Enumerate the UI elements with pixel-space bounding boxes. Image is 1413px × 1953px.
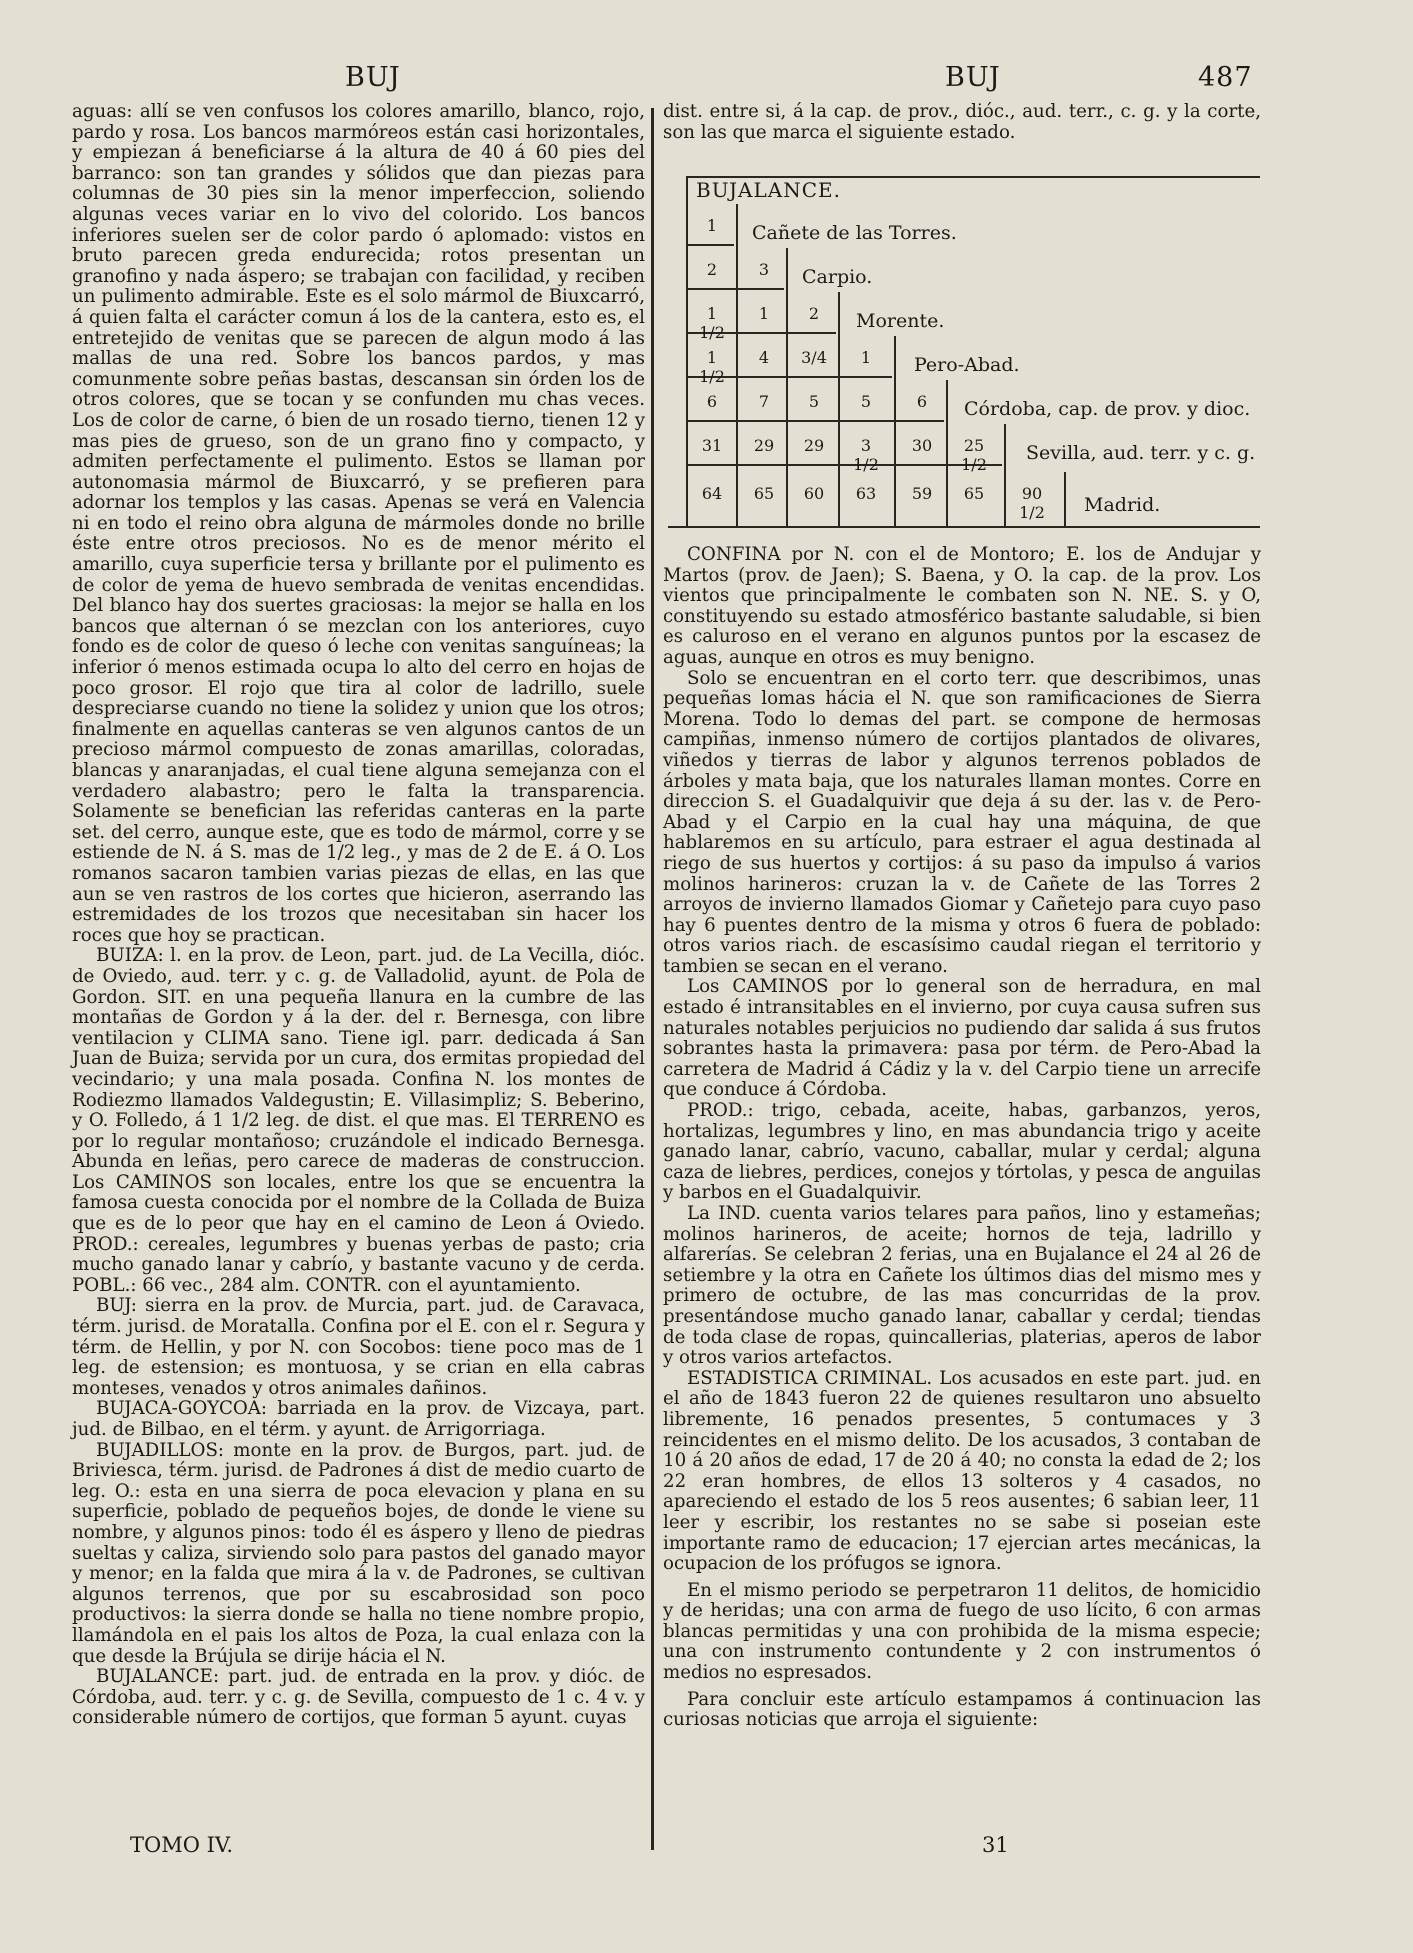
table-cell: 7 <box>758 392 770 411</box>
table-cell: 5 <box>860 392 872 411</box>
para-estadistica-criminal: ESTADISTICA CRIMINAL. Los acusados en este part. jud. en el año de 1843 fueron 22 de quienes resultaron uno absuelto libremente, 16 penados presentes, 5 contumaces y 3 reincidentes en el mismo delito. De los acusados, 3 contaban de 10 á 20 años de edad, 17 de 20 á 40; no consta la edad de 2; los 22 eran hombres, de ellos 13 solteros y 4 casados, no apareciendo el estado de los 5 reos ausentes; 6 sabian leer, 11 leer y escribir, los restantes no se sabe si poseian este importante ramo de educacion; 17 ejercian artes mecánicas, la ocupacion de los prófugos se ignora. <box>663 1367 1261 1575</box>
table-row-line <box>688 244 734 246</box>
table-step-line <box>786 248 788 526</box>
table-cell: 25 1/2 <box>961 436 987 474</box>
table-cell: 64 <box>701 484 723 503</box>
table-title: BUJALANCE. <box>696 178 841 202</box>
header-left-word: BUJ <box>345 62 401 93</box>
table-cell: 6 <box>916 392 928 411</box>
table-cell: 1 1/2 <box>699 304 725 342</box>
table-row-line <box>688 288 784 290</box>
table-cell: 29 <box>753 436 775 455</box>
footer-volume: TOMO IV. <box>130 1833 234 1857</box>
town-morente: Morente. <box>856 310 945 332</box>
left-column <box>72 102 645 1729</box>
table-cell: 3 <box>758 260 770 279</box>
table-left-border <box>686 176 688 528</box>
table-cell: 65 <box>963 484 985 503</box>
table-cell: 4 <box>758 348 770 367</box>
table-cell: 3/4 <box>801 348 827 367</box>
entry-bujadillos: BUJADILLOS: monte en la prov. de Burgos, part. jud. de Briviesca, térm. jurisd. de Padrones á dist de medio cuarto de leg. O.: esta en una sierra de poca elevacion y plana en su superficie, poblado de pequeños bojes, de donde le viene su nombre, y algunos pinos: todo él es áspero y lleno de piedras sueltas y caliza, sirviendo solo para pastos del ganado mayor y menor; en la falda que mira á la v. de Padrones, se cultivan algunos terrenos, que por su escabrosidad son poco productivos: la sierra donde se halla no tiene nombre propio, llamándola en el pais los altos de Poza, la cual enlaza con la que desde la Brújula se dirije hácia el N. <box>72 1439 645 1667</box>
table-cell: 30 <box>911 436 933 455</box>
table-step-line <box>894 336 896 526</box>
footer-signature: 31 <box>982 1833 1009 1857</box>
town-sevilla: Sevilla, aud. terr. y c. g. <box>1026 442 1256 464</box>
table-cell: 29 <box>803 436 825 455</box>
table-cell: 3 1/2 <box>853 436 879 474</box>
table-cell: 2 <box>706 260 718 279</box>
table-step-line <box>736 204 738 526</box>
table-cell: 1 <box>758 304 770 323</box>
right-column <box>663 545 1261 1731</box>
table-cell: 63 <box>855 484 877 503</box>
page-number: 487 <box>1198 62 1253 93</box>
para-confina: CONFINA por N. con el de Montoro; E. los de Andujar y Martos (prov. de Jaen); S. Baena, y O. la cap. de la prov. Los vientos que principalmente le combaten son N. NE. S. y O, constituyendo su estado atmosférico bastante saludable, si bien es caluroso en el verano en algunos puntos por la escasez de aguas, aunque en otros es muy benigno. <box>663 544 1261 668</box>
table-cell: 1 1/2 <box>699 348 725 386</box>
table-cell: 1 <box>706 216 718 235</box>
para-conclusion: Para concluir este artículo estampamos á continuacion las curiosas noticias que arroja el siguiente: <box>663 1688 1261 1731</box>
table-cell: 31 <box>701 436 723 455</box>
table-cell: 90 1/2 <box>1019 484 1045 522</box>
para-delitos: En el mismo periodo se perpetraron 11 delitos, de homicidio y de heridas; una con arma de fuego de uso lícito, 6 con armas blancas permitidas y una con prohibida de la misma especie; una con instrumento contundente y 2 con instrumentos ó medios no espresados. <box>663 1579 1261 1684</box>
entry-marble-continuation: aguas: allí se ven confusos los colores amarillo, blanco, rojo, pardo y rosa. Los bancos marmóreos están casi horizontales, y empiezan á beneficiarse á la altura de 40 á 60 pies del barranco: son tan grandes y sólidos que dan piezas para columnas de 30 pies sin la menor imperfeccion, soliendo algunas veces variar en lo vivo del colorido. Los bancos inferiores suelen ser de color pardo ó aplomado: vistos en bruto parecen greda endurecida; rotos presentan un granofino y nada áspero; se trabajan con facilidad, y reciben un pulimento admirable. Este es el solo mármol de Biuxcarró, á quien falta el carácter comun á los de la cantera, esto es, el entretejido de venitas que se parecen de algun modo á las mallas de una red. Sobre los bancos pardos, y mas comunmente sobre peñas bastas, descansan sin órden los de otros colores, que se tocan y se confunden mu chas veces. Los de color de carne, ó bien de un rosado tierno, tienen 12 y mas pies de grueso, son de un grano fino y compacto, y admiten perfectamente el pulimento. Estos se llaman por autonomasia mármol de Biuxcarró, y se prefieren para adornar los templos y las casas. Apenas se verá en Valencia ni en todo el reino obra alguna de mármoles donde no brille éste entre otros preciosos. No es de menor mérito el amarillo, cuya superficie tersa y brillante por el pulimento es de color de yema de huevo sembrada de venitas encendidas. Del blanco hay dos suertes graciosas: la mejor se halla en los bancos que alternan ó se mezclan con los anteriores, cuyo fondo es de color de queso ó leche con venitas sanguíneas; la inferior ó menos estimada ocupa lo alto del cerro en hojas de poco grosor. El rojo que tira al color de ladrillo, suele despreciarse cuando no tiene la solidez y union que los otros; finalmente en aquellas canteras se ven algunos cantos de un precioso mármol compuesto de zonas amarillas, coloradas, blancas y anaranjadas, el cual tiene alguna semejanza con el verdadero alabastro; pero le falta la transparencia. Solamente se benefician las referidas canteras en la parte set. del cerro, aunque este, que es todo de mármol, corre y se estiende de N. á S. mas de 1/2 leg., y mas de 2 de E. á O. Los romanos sacaron tambien varias piezas de ellas, en las que aun se ven rastros de los cortes que hicieron, aserrando las estremidades de los trozos que necesitaban sin hacer los roces que hoy se practican. <box>72 101 645 946</box>
para-caminos: Los CAMINOS por lo general son de herradura, en mal estado é intransitables en el invierno, por cuya causa sufren sus naturales notables perjuicios no pudiendo dar salida á sus frutos sobrantes hasta la primavera: pasa por térm. de Pero-Abad la carretera de Madrid á Cádiz y la v. del Carpio tiene un arrecife que conduce á Córdoba. <box>663 976 1261 1101</box>
para-terrain: Solo se encuentran en el corto terr. que describimos, unas pequeñas lomas hácia el N. que son ramificaciones de Sierra Morena. Todo lo demas del part. se compone de hermosas campiñas, inmenso número de cortijos plantados de olivares, viñedos y tierras de labor y algunos terrenos poblados de árboles y mata baja, que los naturales llaman montes. Corre en direccion S. el Guadalquivir que deja á su der. las v. de Pero-Abad y el Carpio en la cual hay una máquina, de que hablaremos en su artículo, para estraer el agua destinada al riego de sus huertos y cortijos: á su paso da impulso á varios molinos harineros: cruzan la v. de Cañete de las Torres 2 arroyos de invierno llamados Giomar y Cañetejo para cuyo paso hay 6 puentes dentro de la misma y otros 6 fuera de poblado: otros varios riach. de escasísimo caudal riegan el territorio y tambien se secan en el verano. <box>663 667 1261 977</box>
table-cell: 1 <box>860 348 872 367</box>
table-step-line <box>1004 424 1006 526</box>
table-top-line <box>688 176 1260 178</box>
table-cell: 59 <box>911 484 933 503</box>
entry-bujaca-goycoa: BUJACA-GOYCOA: barriada en la prov. de Vizcaya, part. jud. de Bilbao, en el térm. y ayunt. de Arrigorriaga. <box>72 1398 645 1440</box>
column-divider <box>651 108 654 1850</box>
entry-buiza: BUIZA: l. en la prov. de Leon, part. jud. de La Vecilla, dióc. de Oviedo, aud. terr. y c. g. de Valladolid, ayunt. de Pola de Gordon. SIT. en una pequeña llanura en la cumbre de las montañas de Gordon y á la der. del r. Bernesga, con libre ventilacion y CLIMA sano. Tiene igl. parr. dedicada á San Juan de Buiza; servida por un cura, dos ermitas propiedad del vecindario; y una mala posada. Confina N. los montes de Rodiezmo llamados Valdegustin; E. Villasimpliz; S. Beberino, y O. Folledo, á 1 1/2 leg. de dist. el que mas. El TERRENO es por lo regular montañoso; cruzándole el indicado Bernesga. Abunda en leñas, pero carece de maderas de construccion. Los CAMINOS son locales, entre los que se encuentra la famosa cuesta conocida por el nombre de la Collada de Buiza que es de lo peor que hay en el camino de Leon á Oviedo. PROD.: cereales, legumbres y buenas yerbas de pasto; cria mucho ganado lanar y cabrío, y bastante vacuno y de cerda. POBL.: 66 vec., 284 alm. CONTR. con el ayuntamiento. <box>72 945 645 1296</box>
distance-table <box>668 176 1260 528</box>
para-produccion: PROD.: trigo, cebada, aceite, habas, garbanzos, yeros, hortalizas, legumbres y lino, en mas abundancia trigo y aceite ganado lanar, cabrío, vacuno, caballar, mular y cerdal; alguna caza de liebres, perdices, conejos y tórtolas, y pesca de anguilas y barbos en el Guadalquivir. <box>663 1100 1261 1204</box>
table-cell: 2 <box>808 304 820 323</box>
entry-buj: BUJ: sierra en la prov. de Murcia, part. jud. de Caravaca, térm. jurisd. de Moratalla. Confina por el E. con el r. Segura y térm. de Hellin, y por N. con Socobos: tiene poco mas de 1 leg. de estension; es montuosa, y se crian en ella cabras monteses, venados y otros animales dañinos. <box>72 1295 645 1399</box>
distance-intro-text: dist. entre si, á la cap. de prov., dióc., aud. terr., c. g. y la corte, son las que marca el siguiente estado. <box>663 101 1261 143</box>
town-carpio: Carpio. <box>802 266 873 288</box>
table-cell: 60 <box>803 484 825 503</box>
table-row-line <box>688 420 944 422</box>
para-industria: La IND. cuenta varios telares para paños, lino y estameñas; molinos harineros, de aceite; hornos de teja, ladrillo y alfarerías. Se celebran 2 ferias, una en Bujalance el 24 al 26 de setiembre y la otra en Cañete los últimos dias del mismo mes y primero de octubre, de las mas concurridas de la prov. presentándose mucho ganado lanar, caballar y cerdal; tiendas de toda clase de ropas, quincallerias, platerias, aperos de labor y otros varios artefactos. <box>663 1203 1261 1369</box>
header-right-word: BUJ <box>945 62 1001 93</box>
table-cell: 65 <box>753 484 775 503</box>
table-step-line <box>946 380 948 526</box>
right-intro <box>663 102 1261 143</box>
town-cordoba: Córdoba, cap. de prov. y dioc. <box>964 398 1251 420</box>
entry-bujalance: BUJALANCE: part. jud. de entrada en la prov. y dióc. de Córdoba, aud. terr. y c. g. de Sevilla, compuesto de 1 c. 4 v. y considerable número de cortijos, que forman 5 ayunt. cuyas <box>72 1666 645 1729</box>
town-madrid: Madrid. <box>1084 494 1161 516</box>
table-step-line <box>838 292 840 526</box>
table-cell: 5 <box>808 392 820 411</box>
town-canete: Cañete de las Torres. <box>752 222 957 244</box>
table-bottom-line <box>668 526 1260 528</box>
town-pero-abad: Pero-Abad. <box>914 354 1020 376</box>
table-cell: 6 <box>706 392 718 411</box>
table-step-line <box>1064 472 1066 526</box>
